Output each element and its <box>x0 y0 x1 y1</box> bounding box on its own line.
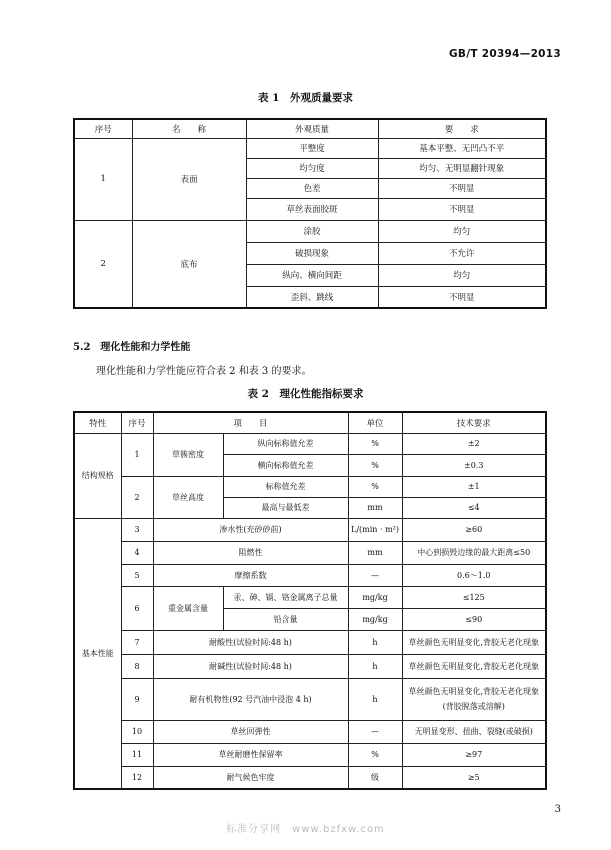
unit-cell: — <box>348 564 402 586</box>
quality-cell: 色差 <box>246 178 378 198</box>
requirement-line: 草丝颜色无明显变化,背胶无老化现象 <box>408 687 540 696</box>
item-cell: 耐气候色牢度 <box>153 766 348 789</box>
item-cell: 耐有机物性(92 号汽油中浸泡 4 h) <box>153 678 348 720</box>
requirement-cell: ≤4 <box>402 497 546 518</box>
quality-cell: 纵向、横向间距 <box>246 264 378 286</box>
subitem-cell: 标称值允差 <box>223 476 348 497</box>
unit-cell: h <box>348 678 402 720</box>
col-header-no: 序号 <box>74 119 132 138</box>
requirement-cell: 无明显变形、扭曲、裂缝(或破损) <box>402 720 546 743</box>
requirement-cell: 均匀 <box>378 264 546 286</box>
section-paragraph: 理化性能和力学性能应符合表 2 和表 3 的要求。 <box>96 366 312 377</box>
unit-cell: h <box>348 630 402 654</box>
requirement-cell: ±0.3 <box>402 454 546 476</box>
item-cell: 摩擦系数 <box>153 564 348 586</box>
item-cell: 草丝耐磨性保留率 <box>153 743 348 766</box>
requirement-cell: ≥97 <box>402 743 546 766</box>
quality-cell: 歪斜、跳线 <box>246 286 378 308</box>
item-cell: 渗水性(充砂砂前) <box>153 518 348 541</box>
col-header-requirement: 要 求 <box>378 119 546 138</box>
row-no: 8 <box>121 654 153 678</box>
unit-cell: mg/kg <box>348 586 402 608</box>
row-no: 12 <box>121 766 153 789</box>
row-no: 4 <box>121 541 153 564</box>
requirement-cell <box>402 678 546 720</box>
unit-cell: % <box>348 433 402 454</box>
col-header-name: 名 称 <box>132 119 246 138</box>
requirement-cell: 草丝颜色无明显变化,背胶无老化现象 <box>402 630 546 654</box>
unit-cell: — <box>348 720 402 743</box>
group-no: 1 <box>74 138 132 220</box>
watermark: 标准分享网 www.bzfxw.com <box>226 824 385 835</box>
requirement-cell: ±1 <box>402 476 546 497</box>
row-no: 11 <box>121 743 153 766</box>
col-header-feature: 特性 <box>74 412 121 433</box>
requirement-cell: ≤90 <box>402 608 546 630</box>
requirement-cell: ±2 <box>402 433 546 454</box>
unit-cell: 级 <box>348 766 402 789</box>
physicochemical-table <box>73 411 547 790</box>
item-cell: 重金属含量 <box>153 586 223 630</box>
table2-caption: 表 2 理化性能指标要求 <box>247 388 364 400</box>
requirement-cell: 不明显 <box>378 178 546 198</box>
group-name: 底布 <box>132 220 246 308</box>
category-structure: 结构规格 <box>74 433 121 518</box>
requirement-line: (背胶脱落或溶解) <box>442 702 505 711</box>
col-header-quality: 外观质量 <box>246 119 378 138</box>
unit-cell: L/(min · m²) <box>348 518 402 541</box>
requirement-cell: 均匀 <box>378 220 546 242</box>
requirement-cell: ≥5 <box>402 766 546 789</box>
subitem-cell: 铅含量 <box>223 608 348 630</box>
quality-cell: 平整度 <box>246 138 378 158</box>
row-no: 2 <box>121 476 153 518</box>
requirement-cell: 不允许 <box>378 242 546 264</box>
unit-cell: mg/kg <box>348 608 402 630</box>
unit-cell: mm <box>348 497 402 518</box>
unit-cell: % <box>348 454 402 476</box>
subitem-cell: 最高与最低差 <box>223 497 348 518</box>
quality-cell: 均匀度 <box>246 158 378 178</box>
requirement-cell: ≥60 <box>402 518 546 541</box>
col-header-unit: 单位 <box>348 412 402 433</box>
category-basic: 基本性能 <box>74 518 121 789</box>
col-header-no: 序号 <box>121 412 153 433</box>
quality-cell: 涂胶 <box>246 220 378 242</box>
item-cell: 阻燃性 <box>153 541 348 564</box>
subitem-cell: 纵向标称值允差 <box>223 433 348 454</box>
row-no: 6 <box>121 586 153 630</box>
requirement-cell: ≤125 <box>402 586 546 608</box>
appearance-quality-table <box>73 118 547 309</box>
requirement-cell: 不明显 <box>378 198 546 220</box>
quality-cell: 破损现象 <box>246 242 378 264</box>
requirement-cell: 草丝颜色无明显变化,背胶无老化现象 <box>402 654 546 678</box>
item-cell: 草丝回弹性 <box>153 720 348 743</box>
item-cell: 草簇密度 <box>153 433 223 476</box>
unit-cell: h <box>348 654 402 678</box>
row-no: 1 <box>121 433 153 476</box>
page-number: 3 <box>554 804 561 815</box>
row-no: 5 <box>121 564 153 586</box>
standard-code: GB/T 20394—2013 <box>448 48 561 60</box>
requirement-cell: 均匀、无明显翻针现象 <box>378 158 546 178</box>
row-no: 9 <box>121 678 153 720</box>
requirement-cell: 不明显 <box>378 286 546 308</box>
quality-cell: 草丝表面胶斑 <box>246 198 378 220</box>
col-header-item: 项 目 <box>153 412 348 433</box>
col-header-requirement: 技术要求 <box>402 412 546 433</box>
group-no: 2 <box>74 220 132 308</box>
requirement-cell: 基本平整、无凹凸不平 <box>378 138 546 158</box>
subitem-cell: 横向标称值允差 <box>223 454 348 476</box>
item-cell: 耐碱性(试验时间:48 h) <box>153 654 348 678</box>
row-no: 10 <box>121 720 153 743</box>
requirement-cell: 中心到损毁边缘的最大距离≤50 <box>402 541 546 564</box>
item-cell: 草丝高度 <box>153 476 223 518</box>
item-cell: 耐酸性(试验时间:48 h) <box>153 630 348 654</box>
table1-caption: 表 1 外观质量要求 <box>258 92 353 104</box>
row-no: 3 <box>121 518 153 541</box>
group-name: 表面 <box>132 138 246 220</box>
unit-cell: % <box>348 476 402 497</box>
subitem-cell: 汞、砷、镉、铬金属离子总量 <box>223 586 348 608</box>
section-heading: 5.2 理化性能和力学性能 <box>73 342 191 353</box>
unit-cell: % <box>348 743 402 766</box>
requirement-cell: 0.6～1.0 <box>402 564 546 586</box>
unit-cell: mm <box>348 541 402 564</box>
row-no: 7 <box>121 630 153 654</box>
